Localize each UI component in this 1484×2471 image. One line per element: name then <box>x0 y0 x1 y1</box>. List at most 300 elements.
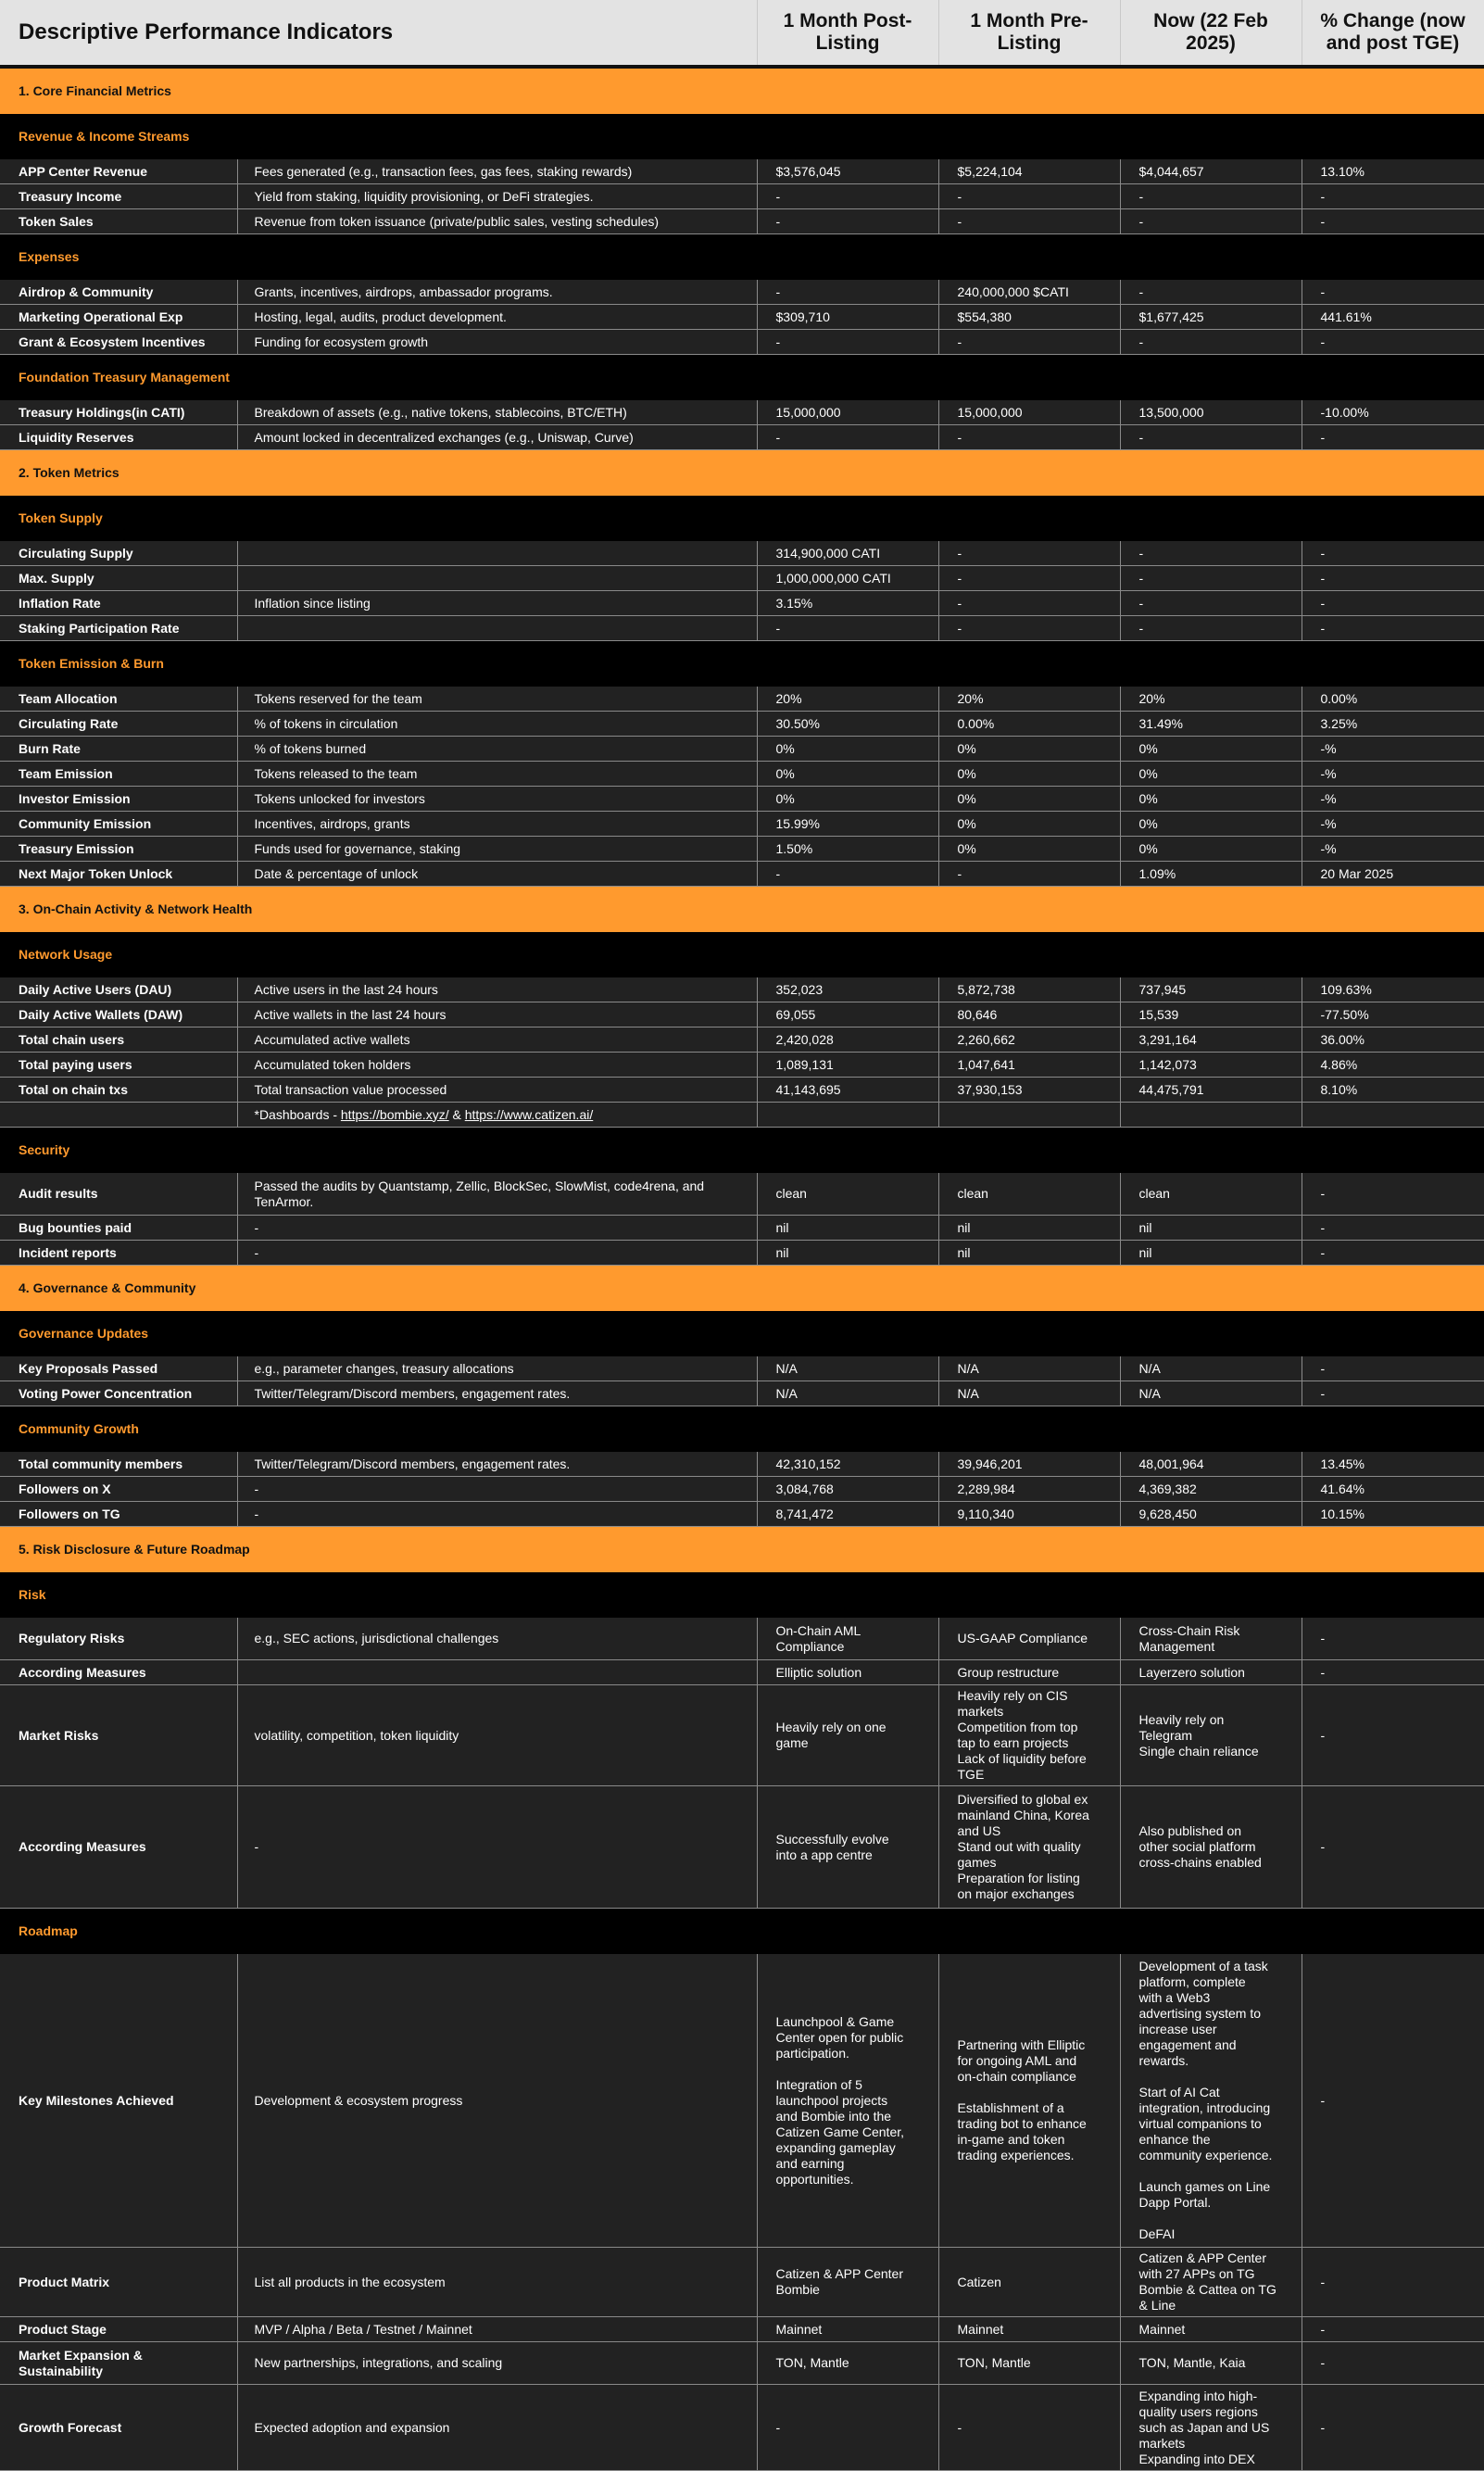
value-change: 4.86% <box>1302 1053 1484 1078</box>
metric-label: Bug bounties paid <box>0 1216 237 1241</box>
value-pre-listing: 20% <box>938 687 1120 712</box>
metric-description: List all products in the ecosystem <box>237 2248 757 2317</box>
value-change: - <box>1302 2248 1484 2317</box>
subsection-title: Foundation Treasury Management <box>0 355 1484 401</box>
value-change: - <box>1302 184 1484 209</box>
metric-label: Total on chain txs <box>0 1078 237 1103</box>
value-post-listing: 1,089,131 <box>757 1053 938 1078</box>
table-row <box>0 1618 1484 1660</box>
value-post-listing: $3,576,045 <box>757 159 938 184</box>
metric-label: Audit results <box>0 1173 237 1216</box>
value-change: - <box>1302 2317 1484 2342</box>
metric-label: Total paying users <box>0 1053 237 1078</box>
value-post-listing: Heavily rely on one game <box>757 1685 938 1786</box>
subsection-title: Revenue & Income Streams <box>0 114 1484 159</box>
value-post-listing: - <box>757 425 938 450</box>
value-change: - <box>1302 1618 1484 1660</box>
metric-label: APP Center Revenue <box>0 159 237 184</box>
metric-label: Investor Emission <box>0 787 237 812</box>
metric-label: Followers on X <box>0 1477 237 1502</box>
section-header <box>0 67 1484 114</box>
table-row <box>0 1053 1484 1078</box>
value-change: 8.10% <box>1302 1078 1484 1103</box>
metric-label: Team Allocation <box>0 687 237 712</box>
table-row <box>0 2385 1484 2471</box>
table-row <box>0 1173 1484 1216</box>
metric-description: Expected adoption and expansion <box>237 2385 757 2471</box>
section-title: 4. Governance & Community <box>0 1266 1484 1312</box>
metric-label: Total chain users <box>0 1027 237 1053</box>
metric-description: Inflation since listing <box>237 591 757 616</box>
metric-description: Accumulated active wallets <box>237 1027 757 1053</box>
value-post-listing: 30.50% <box>757 712 938 737</box>
table-row <box>0 837 1484 862</box>
value-pre-listing: 0% <box>938 812 1120 837</box>
value-post-listing: Elliptic solution <box>757 1660 938 1685</box>
value-pre-listing: nil <box>938 1241 1120 1266</box>
value-post-listing: 2,420,028 <box>757 1027 938 1053</box>
value-pre-listing: - <box>938 862 1120 887</box>
table-row <box>0 862 1484 887</box>
metric-description: Funds used for governance, staking <box>237 837 757 862</box>
metric-label: Growth Forecast <box>0 2385 237 2471</box>
value-pre-listing: TON, Mantle <box>938 2342 1120 2385</box>
table-row <box>0 1477 1484 1502</box>
value-pre-listing: 15,000,000 <box>938 400 1120 425</box>
value-now: Catizen & APP Center with 27 APPs on TG Bombie & Cattea on TG & Line <box>1120 2248 1302 2317</box>
value-pre-listing: 0% <box>938 837 1120 862</box>
metric-description <box>237 566 757 591</box>
table-row <box>0 1660 1484 1685</box>
subsection-title: Community Growth <box>0 1406 1484 1453</box>
value-now: 4,369,382 <box>1120 1477 1302 1502</box>
value-pre-listing: Group restructure <box>938 1660 1120 1685</box>
value-post-listing: 15,000,000 <box>757 400 938 425</box>
value-post-listing: Mainnet <box>757 2317 938 2342</box>
subsection-header <box>0 1909 1484 1955</box>
metric-label: Airdrop & Community <box>0 280 237 305</box>
value-now: Development of a task platform, complete with a Web3 advertising system to increase user engagement and rewards. Start of AI Cat integration, introducing virtual companions to enhance the community experience. Launch games on Line Dapp Portal. DeFAI <box>1120 1954 1302 2248</box>
value-now: - <box>1120 184 1302 209</box>
section-title: 2. Token Metrics <box>0 450 1484 497</box>
value-change: - <box>1302 1786 1484 1909</box>
value-change: - <box>1302 616 1484 641</box>
value-pre-listing: 2,289,984 <box>938 1477 1120 1502</box>
section-title: 3. On-Chain Activity & Network Health <box>0 887 1484 933</box>
metric-description <box>237 1103 757 1128</box>
value-now: 0% <box>1120 787 1302 812</box>
value-pre-listing: nil <box>938 1216 1120 1241</box>
value-change: - <box>1302 566 1484 591</box>
value-now: 44,475,791 <box>1120 1078 1302 1103</box>
table-row <box>0 209 1484 234</box>
section-header <box>0 1527 1484 1573</box>
table-row <box>0 184 1484 209</box>
metric-label: Product Stage <box>0 2317 237 2342</box>
value-change: - <box>1302 1381 1484 1406</box>
value-now: Mainnet <box>1120 2317 1302 2342</box>
value-now: N/A <box>1120 1356 1302 1381</box>
table-row <box>0 1356 1484 1381</box>
section-header <box>0 1266 1484 1312</box>
metric-description: Development & ecosystem progress <box>237 1954 757 2248</box>
metric-label: Followers on TG <box>0 1502 237 1527</box>
table-row <box>0 1241 1484 1266</box>
value-now: 3,291,164 <box>1120 1027 1302 1053</box>
value-pre-listing: 9,110,340 <box>938 1502 1120 1527</box>
value-pre-listing <box>938 1103 1120 1128</box>
table-body <box>0 67 1484 2471</box>
metric-description: Accumulated token holders <box>237 1053 757 1078</box>
value-now: Heavily rely on Telegram Single chain reliance <box>1120 1685 1302 1786</box>
value-post-listing: N/A <box>757 1356 938 1381</box>
value-pre-listing: - <box>938 330 1120 355</box>
value-change: 0.00% <box>1302 687 1484 712</box>
metric-label: Inflation Rate <box>0 591 237 616</box>
value-post-listing: On-Chain AML Compliance <box>757 1618 938 1660</box>
value-now: 1.09% <box>1120 862 1302 887</box>
section-title: 5. Risk Disclosure & Future Roadmap <box>0 1527 1484 1573</box>
metric-label: Market Expansion & Sustainability <box>0 2342 237 2385</box>
metric-description: - <box>237 1477 757 1502</box>
value-change: -10.00% <box>1302 400 1484 425</box>
value-change: -% <box>1302 837 1484 862</box>
subsection-header <box>0 1572 1484 1618</box>
value-post-listing <box>757 1103 938 1128</box>
metric-label: Grant & Ecosystem Incentives <box>0 330 237 355</box>
metric-description: volatility, competition, token liquidity <box>237 1685 757 1786</box>
value-now: 31.49% <box>1120 712 1302 737</box>
table-row <box>0 687 1484 712</box>
value-change: - <box>1302 1660 1484 1685</box>
value-post-listing: 1.50% <box>757 837 938 862</box>
value-pre-listing: 80,646 <box>938 1002 1120 1027</box>
metric-description: Tokens unlocked for investors <box>237 787 757 812</box>
value-pre-listing: clean <box>938 1173 1120 1216</box>
table-row <box>0 280 1484 305</box>
value-pre-listing: Catizen <box>938 2248 1120 2317</box>
value-now: 0% <box>1120 762 1302 787</box>
value-now: - <box>1120 591 1302 616</box>
value-change: - <box>1302 591 1484 616</box>
value-change: - <box>1302 1173 1484 1216</box>
value-change: -% <box>1302 812 1484 837</box>
value-pre-listing: 39,946,201 <box>938 1452 1120 1477</box>
table-row <box>0 787 1484 812</box>
value-now: Cross-Chain Risk Management <box>1120 1618 1302 1660</box>
col-header-post-listing: 1 Month Post-Listing <box>757 0 938 67</box>
value-now: 20% <box>1120 687 1302 712</box>
metric-label: Key Milestones Achieved <box>0 1954 237 2248</box>
value-now: 48,001,964 <box>1120 1452 1302 1477</box>
metric-label: Key Proposals Passed <box>0 1356 237 1381</box>
col-header-change: % Change (now and post TGE) <box>1302 0 1484 67</box>
value-now <box>1120 1103 1302 1128</box>
value-change: - <box>1302 209 1484 234</box>
metric-description: - <box>237 1786 757 1909</box>
value-change: -% <box>1302 737 1484 762</box>
metric-description <box>237 616 757 641</box>
table-row <box>0 566 1484 591</box>
metric-label: Treasury Income <box>0 184 237 209</box>
value-pre-listing: 0% <box>938 787 1120 812</box>
metric-label: Treasury Emission <box>0 837 237 862</box>
metric-description: Incentives, airdrops, grants <box>237 812 757 837</box>
bombie-link[interactable]: https://bombie.xyz/ <box>340 1106 449 1122</box>
value-pre-listing: 1,047,641 <box>938 1053 1120 1078</box>
table-row <box>0 1027 1484 1053</box>
value-now: 0% <box>1120 812 1302 837</box>
table-row <box>0 712 1484 737</box>
subsection-header <box>0 234 1484 281</box>
metric-description: Funding for ecosystem growth <box>237 330 757 355</box>
value-now: Expanding into high- quality users regions such as Japan and US markets Expanding into DEX <box>1120 2385 1302 2471</box>
value-pre-listing: $554,380 <box>938 305 1120 330</box>
metric-description: Total transaction value processed <box>237 1078 757 1103</box>
value-pre-listing: $5,224,104 <box>938 159 1120 184</box>
metric-description: Tokens reserved for the team <box>237 687 757 712</box>
value-change: -% <box>1302 762 1484 787</box>
table-row <box>0 1452 1484 1477</box>
value-now: $4,044,657 <box>1120 159 1302 184</box>
value-change: - <box>1302 1685 1484 1786</box>
value-post-listing: - <box>757 862 938 887</box>
table-row <box>0 1954 1484 2248</box>
metric-label: Daily Active Wallets (DAW) <box>0 1002 237 1027</box>
value-now: 9,628,450 <box>1120 1502 1302 1527</box>
table-row <box>0 1216 1484 1241</box>
value-change: - <box>1302 330 1484 355</box>
value-now: 0% <box>1120 837 1302 862</box>
value-now: $1,677,425 <box>1120 305 1302 330</box>
table-row <box>0 737 1484 762</box>
value-change: - <box>1302 1954 1484 2248</box>
value-post-listing: Launchpool & Game Center open for public participation. Integration of 5 launchpool projects and Bombie into the Catizen Game Center, expanding gameplay and earning opportunities. <box>757 1954 938 2248</box>
value-pre-listing: - <box>938 184 1120 209</box>
value-change: -% <box>1302 787 1484 812</box>
value-post-listing: Catizen & APP Center Bombie <box>757 2248 938 2317</box>
metric-description: Active wallets in the last 24 hours <box>237 1002 757 1027</box>
value-now: Also published on other social platform cross-chains enabled <box>1120 1786 1302 1909</box>
subsection-header <box>0 496 1484 541</box>
subsection-header <box>0 1406 1484 1453</box>
value-change: - <box>1302 2342 1484 2385</box>
value-post-listing: 41,143,695 <box>757 1078 938 1103</box>
metric-description: Tokens released to the team <box>237 762 757 787</box>
table-row <box>0 330 1484 355</box>
value-pre-listing: - <box>938 591 1120 616</box>
value-pre-listing: - <box>938 425 1120 450</box>
table-row <box>0 1002 1484 1027</box>
subsection-header <box>0 1311 1484 1356</box>
table-row <box>0 1502 1484 1527</box>
table-row <box>0 541 1484 566</box>
value-change: 13.45% <box>1302 1452 1484 1477</box>
value-post-listing: - <box>757 280 938 305</box>
metric-label: Daily Active Users (DAU) <box>0 977 237 1002</box>
value-pre-listing: N/A <box>938 1381 1120 1406</box>
value-now: 13,500,000 <box>1120 400 1302 425</box>
value-pre-listing: - <box>938 566 1120 591</box>
value-post-listing: - <box>757 2385 938 2471</box>
value-now: - <box>1120 566 1302 591</box>
metric-description: Revenue from token issuance (private/public sales, vesting schedules) <box>237 209 757 234</box>
value-pre-listing: - <box>938 616 1120 641</box>
value-post-listing: 15.99% <box>757 812 938 837</box>
value-now: Layerzero solution <box>1120 1660 1302 1685</box>
value-now: clean <box>1120 1173 1302 1216</box>
value-change: 3.25% <box>1302 712 1484 737</box>
value-pre-listing: Heavily rely on CIS markets Competition from top tap to earn projects Lack of liquidity before TGE <box>938 1685 1120 1786</box>
metric-label: Total community members <box>0 1452 237 1477</box>
table-row <box>0 2248 1484 2317</box>
value-pre-listing: Diversified to global ex mainland China, Korea and US Stand out with quality games Preparation for listing on major exchanges <box>938 1786 1120 1909</box>
metric-description: - <box>237 1502 757 1527</box>
metric-description: Amount locked in decentralized exchanges (e.g., Uniswap, Curve) <box>237 425 757 450</box>
subsection-header <box>0 641 1484 687</box>
table-row <box>0 2342 1484 2385</box>
value-post-listing: TON, Mantle <box>757 2342 938 2385</box>
value-change <box>1302 1103 1484 1128</box>
table-row <box>0 425 1484 450</box>
metric-description: Date & percentage of unlock <box>237 862 757 887</box>
value-change: - <box>1302 2385 1484 2471</box>
metric-description: Twitter/Telegram/Discord members, engagement rates. <box>237 1452 757 1477</box>
metric-label <box>0 1103 237 1128</box>
value-post-listing: - <box>757 616 938 641</box>
value-post-listing: - <box>757 209 938 234</box>
value-now: 1,142,073 <box>1120 1053 1302 1078</box>
metric-label: Community Emission <box>0 812 237 837</box>
value-pre-listing: Mainnet <box>938 2317 1120 2342</box>
subsection-title: Roadmap <box>0 1909 1484 1955</box>
table-row <box>0 2317 1484 2342</box>
value-now: - <box>1120 425 1302 450</box>
value-post-listing: 0% <box>757 762 938 787</box>
metric-description: Fees generated (e.g., transaction fees, gas fees, staking rewards) <box>237 159 757 184</box>
value-post-listing: - <box>757 184 938 209</box>
value-change: - <box>1302 1356 1484 1381</box>
value-change: - <box>1302 1241 1484 1266</box>
table-row <box>0 812 1484 837</box>
value-post-listing: nil <box>757 1216 938 1241</box>
table-title: Descriptive Performance Indicators <box>0 0 757 67</box>
value-pre-listing: 0% <box>938 737 1120 762</box>
value-pre-listing: US-GAAP Compliance <box>938 1618 1120 1660</box>
value-change: - <box>1302 541 1484 566</box>
value-pre-listing: - <box>938 541 1120 566</box>
metric-label: Token Sales <box>0 209 237 234</box>
value-now: 0% <box>1120 737 1302 762</box>
value-pre-listing: 0.00% <box>938 712 1120 737</box>
value-now: - <box>1120 280 1302 305</box>
metric-label: Treasury Holdings(in CATI) <box>0 400 237 425</box>
metric-description: Active users in the last 24 hours <box>237 977 757 1002</box>
metric-label: According Measures <box>0 1660 237 1685</box>
subsection-title: Risk <box>0 1572 1484 1618</box>
col-header-pre-listing: 1 Month Pre-Listing <box>938 0 1120 67</box>
value-post-listing: $309,710 <box>757 305 938 330</box>
table-row <box>0 159 1484 184</box>
metric-description: - <box>237 1241 757 1266</box>
subsection-title: Token Emission & Burn <box>0 641 1484 687</box>
value-post-listing: 3.15% <box>757 591 938 616</box>
value-pre-listing: N/A <box>938 1356 1120 1381</box>
subsection-title: Network Usage <box>0 932 1484 977</box>
value-pre-listing: - <box>938 209 1120 234</box>
subsection-title: Token Supply <box>0 496 1484 541</box>
table-header-row <box>0 0 1484 67</box>
metric-description: Grants, incentives, airdrops, ambassador programs. <box>237 280 757 305</box>
metric-label: Liquidity Reserves <box>0 425 237 450</box>
metric-label: Marketing Operational Exp <box>0 305 237 330</box>
table-row <box>0 616 1484 641</box>
value-now: nil <box>1120 1216 1302 1241</box>
value-post-listing: 314,900,000 CATI <box>757 541 938 566</box>
value-post-listing: 20% <box>757 687 938 712</box>
subsection-header <box>0 114 1484 159</box>
value-post-listing: 0% <box>757 737 938 762</box>
metric-label: Product Matrix <box>0 2248 237 2317</box>
table-row <box>0 305 1484 330</box>
subsection-header <box>0 1128 1484 1174</box>
value-pre-listing: 240,000,000 $CATI <box>938 280 1120 305</box>
value-change: 20 Mar 2025 <box>1302 862 1484 887</box>
catizen-link[interactable]: https://www.catizen.ai/ <box>464 1106 594 1122</box>
metric-label: Regulatory Risks <box>0 1618 237 1660</box>
metric-description: Yield from staking, liquidity provisioning, or DeFi strategies. <box>237 184 757 209</box>
metric-description: New partnerships, integrations, and scaling <box>237 2342 757 2385</box>
value-change: -77.50% <box>1302 1002 1484 1027</box>
subsection-header <box>0 932 1484 977</box>
value-post-listing: 69,055 <box>757 1002 938 1027</box>
metric-description <box>237 1660 757 1685</box>
value-change: 13.10% <box>1302 159 1484 184</box>
table-row <box>0 591 1484 616</box>
table-row <box>0 1786 1484 1909</box>
value-post-listing: nil <box>757 1241 938 1266</box>
metric-label: Max. Supply <box>0 566 237 591</box>
metric-description: % of tokens in circulation <box>237 712 757 737</box>
value-pre-listing: 0% <box>938 762 1120 787</box>
value-now: - <box>1120 541 1302 566</box>
value-now: TON, Mantle, Kaia <box>1120 2342 1302 2385</box>
metric-description: % of tokens burned <box>237 737 757 762</box>
value-post-listing: 352,023 <box>757 977 938 1002</box>
metric-label: Circulating Supply <box>0 541 237 566</box>
value-pre-listing: 37,930,153 <box>938 1078 1120 1103</box>
value-change: - <box>1302 425 1484 450</box>
value-post-listing: 0% <box>757 787 938 812</box>
value-post-listing: N/A <box>757 1381 938 1406</box>
subsection-title: Governance Updates <box>0 1311 1484 1356</box>
section-header <box>0 450 1484 497</box>
dashboards-prefix: *Dashboards - <box>254 1106 341 1122</box>
metric-label: Circulating Rate <box>0 712 237 737</box>
table-row <box>0 762 1484 787</box>
metric-label: Burn Rate <box>0 737 237 762</box>
value-change: - <box>1302 280 1484 305</box>
value-post-listing: 8,741,472 <box>757 1502 938 1527</box>
value-now: nil <box>1120 1241 1302 1266</box>
table-row <box>0 400 1484 425</box>
value-post-listing: 42,310,152 <box>757 1452 938 1477</box>
value-post-listing: 1,000,000,000 CATI <box>757 566 938 591</box>
metric-description: MVP / Alpha / Beta / Testnet / Mainnet <box>237 2317 757 2342</box>
value-post-listing: Successfully evolve into a app centre <box>757 1786 938 1909</box>
metric-label: Voting Power Concentration <box>0 1381 237 1406</box>
table-row <box>0 977 1484 1002</box>
